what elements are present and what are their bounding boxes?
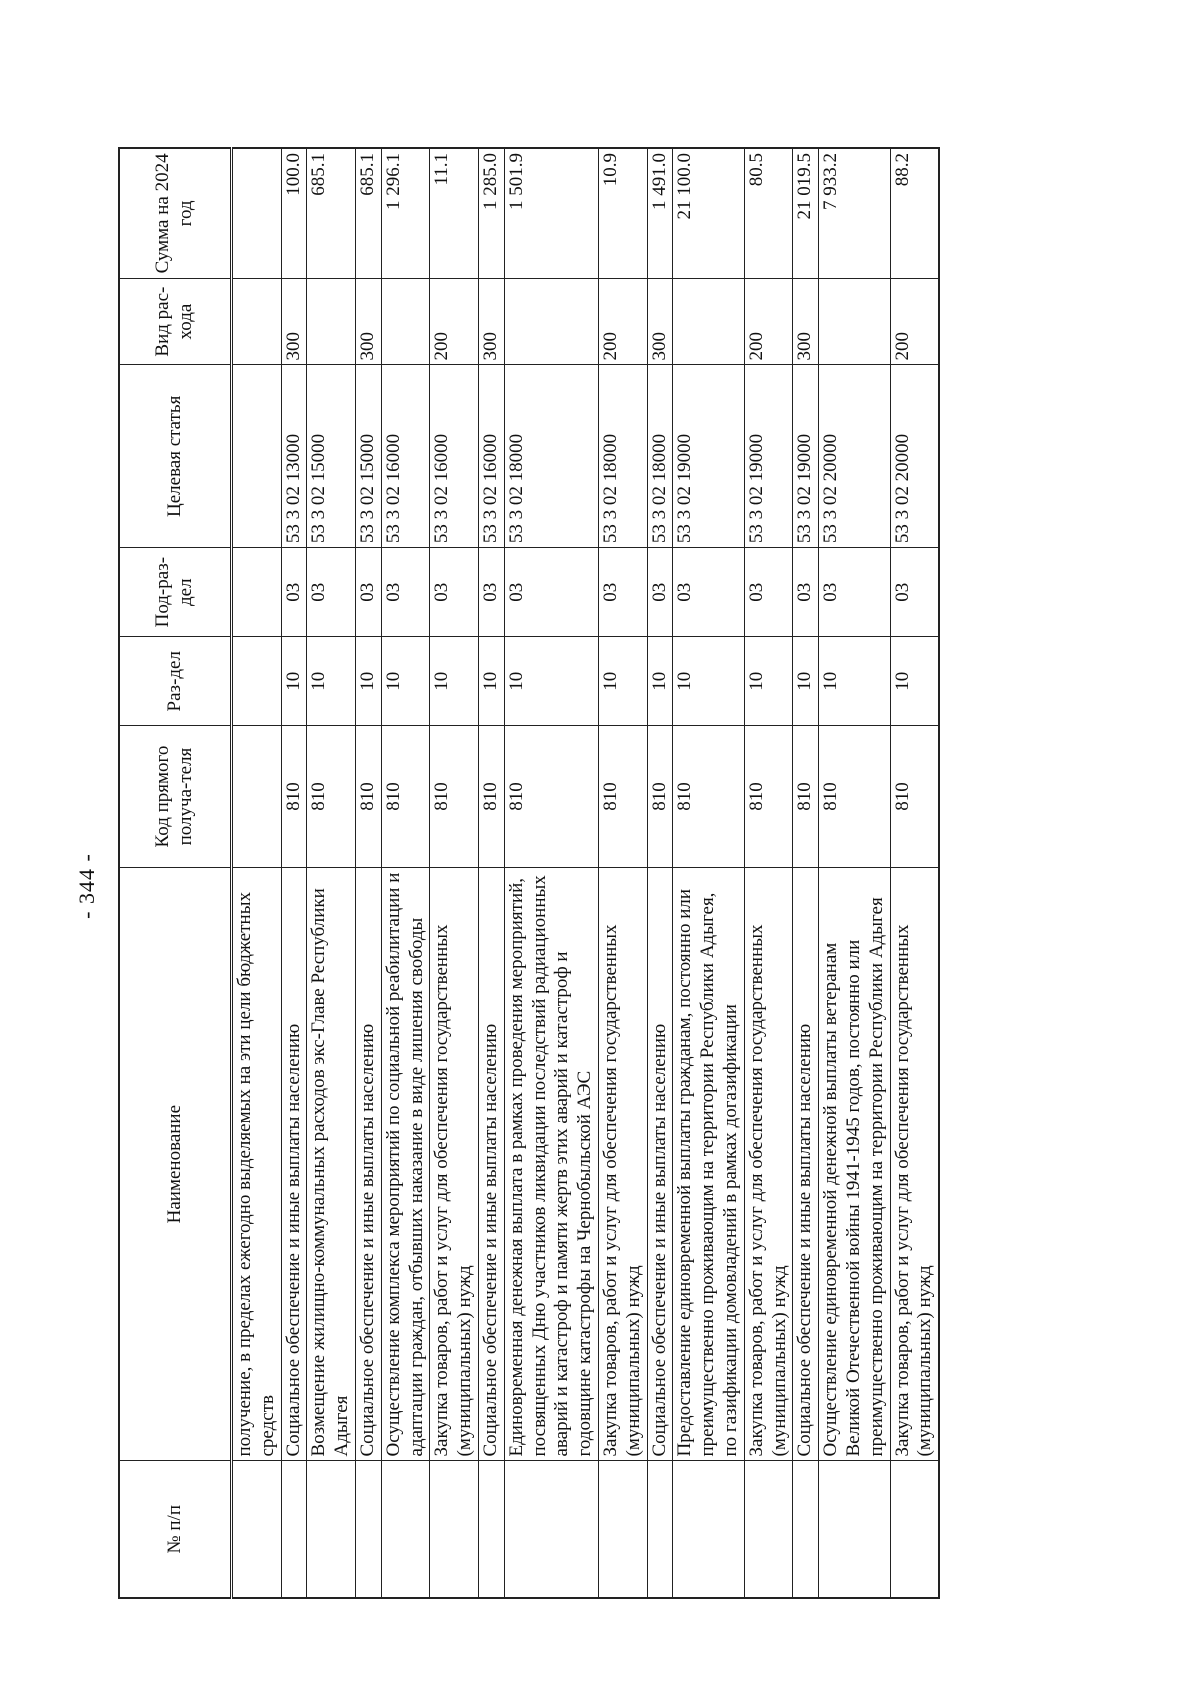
name-cell: Закупка товаров, работ и услуг для обеспечения государственных (муниципальных) нужд: [430, 867, 479, 1461]
section-cell: 10: [478, 637, 504, 726]
name-cell: Закупка товаров, работ и услуг для обеспечения государственных (муниципальных) нужд: [744, 867, 793, 1461]
recipient-code-cell: 810: [381, 726, 430, 868]
target-article-cell: 53 3 02 18000: [598, 365, 647, 548]
section-cell: 10: [381, 637, 430, 726]
target-article-cell: 53 3 02 18000: [504, 365, 598, 548]
row-number-cell: [744, 1461, 793, 1598]
recipient-code-cell: 810: [478, 726, 504, 868]
target-article-cell: 53 3 02 20000: [819, 365, 890, 548]
name-cell: Социальное обеспечение и иные выплаты населению: [478, 867, 504, 1461]
recipient-code-cell: 810: [673, 726, 744, 868]
expense-type-cell: [504, 278, 598, 365]
section-cell: 10: [819, 637, 890, 726]
target-article-cell: 53 3 02 19000: [744, 365, 793, 548]
subsection-cell: 03: [504, 548, 598, 637]
target-article-cell: 53 3 02 16000: [381, 365, 430, 548]
expense-type-cell: 300: [281, 278, 307, 365]
header-podrazdel: Под-раз-дел: [119, 548, 232, 637]
table-row: [355, 148, 381, 1598]
recipient-code-cell: 810: [744, 726, 793, 868]
row-number-cell: [504, 1461, 598, 1598]
section-cell: 10: [598, 637, 647, 726]
target-article-cell: 53 3 02 20000: [890, 365, 939, 548]
section-cell: 10: [647, 637, 673, 726]
section-cell: 10: [744, 637, 793, 726]
section-cell: 10: [504, 637, 598, 726]
section-cell: 10: [673, 637, 744, 726]
header-sum: Сумма на 2024 год: [119, 148, 232, 278]
expense-type-cell: [381, 278, 430, 365]
expense-type-cell: [307, 278, 356, 365]
table-body: [232, 148, 940, 1598]
target-article-cell: 53 3 02 18000: [647, 365, 673, 548]
target-article-cell: 53 3 02 16000: [478, 365, 504, 548]
name-cell: Осуществление единовременной денежной выплаты ветеранам Великой Отечественной войны 1941-1945 годов, постоянно или преимущественно проживающим на территории Республики Адыгея: [819, 867, 890, 1461]
target-article-cell: [232, 365, 282, 548]
row-number-cell: [890, 1461, 939, 1598]
amount-cell: 685.1: [307, 148, 356, 278]
row-number-cell: [307, 1461, 356, 1598]
expense-type-cell: [673, 278, 744, 365]
name-cell: Предоставление единовременной выплаты гражданам, постоянно или преимущественно проживающим на территории Республики Адыгея, по газификации домовладений в рамках догазификации: [673, 867, 744, 1461]
recipient-code-cell: 810: [819, 726, 890, 868]
recipient-code-cell: 810: [430, 726, 479, 868]
target-article-cell: 53 3 02 15000: [307, 365, 356, 548]
target-article-cell: 53 3 02 16000: [430, 365, 479, 548]
section-cell: 10: [890, 637, 939, 726]
recipient-code-cell: 810: [598, 726, 647, 868]
name-cell: Социальное обеспечение и иные выплаты населению: [281, 867, 307, 1461]
row-number-cell: [819, 1461, 890, 1598]
table-row: [793, 148, 819, 1598]
header-num: № п/п: [119, 1461, 232, 1598]
amount-cell: 21 100.0: [673, 148, 744, 278]
section-cell: 10: [430, 637, 479, 726]
recipient-code-cell: 810: [890, 726, 939, 868]
table-row: [232, 148, 282, 1598]
target-article-cell: 53 3 02 19000: [673, 365, 744, 548]
table-row: [744, 148, 793, 1598]
rotated-page: [0, 81, 1200, 1691]
amount-cell: 7 933.2: [819, 148, 890, 278]
table-row: [430, 148, 479, 1598]
name-cell: Возмещение жилищно-коммунальных расходов экс-Главе Республики Адыгея: [307, 867, 356, 1461]
section-cell: 10: [793, 637, 819, 726]
name-cell: Социальное обеспечение и иные выплаты населению: [355, 867, 381, 1461]
subsection-cell: 03: [744, 548, 793, 637]
row-number-cell: [673, 1461, 744, 1598]
name-cell: Закупка товаров, работ и услуг для обеспечения государственных (муниципальных) нужд: [890, 867, 939, 1461]
header-razdel: Раз-дел: [119, 637, 232, 726]
row-number-cell: [430, 1461, 479, 1598]
expense-type-cell: 300: [478, 278, 504, 365]
amount-cell: 21 019.5: [793, 148, 819, 278]
subsection-cell: 03: [355, 548, 381, 637]
subsection-cell: 03: [430, 548, 479, 637]
expense-type-cell: 300: [793, 278, 819, 365]
table-row: [307, 148, 356, 1598]
expense-type-cell: [819, 278, 890, 365]
section-cell: 10: [355, 637, 381, 726]
amount-cell: 11.1: [430, 148, 479, 278]
recipient-code-cell: [232, 726, 282, 868]
table-row: [504, 148, 598, 1598]
row-number-cell: [281, 1461, 307, 1598]
recipient-code-cell: 810: [355, 726, 381, 868]
expense-type-cell: 200: [744, 278, 793, 365]
row-number-cell: [793, 1461, 819, 1598]
table-row: [381, 148, 430, 1598]
name-cell: Социальное обеспечение и иные выплаты населению: [793, 867, 819, 1461]
subsection-cell: 03: [673, 548, 744, 637]
header-target: Целевая статья: [119, 365, 232, 548]
table-row: [819, 148, 890, 1598]
target-article-cell: 53 3 02 19000: [793, 365, 819, 548]
header-code: Код прямого получа-теля: [119, 726, 232, 868]
name-cell: Закупка товаров, работ и услуг для обеспечения государственных (муниципальных) нужд: [598, 867, 647, 1461]
recipient-code-cell: 810: [307, 726, 356, 868]
subsection-cell: 03: [793, 548, 819, 637]
row-number-cell: [598, 1461, 647, 1598]
amount-cell: 88.2: [890, 148, 939, 278]
name-cell: Осуществление комплекса мероприятий по социальной реабилитации и адаптации граждан, отбывших наказание в виде лишения свободы: [381, 867, 430, 1461]
subsection-cell: 03: [307, 548, 356, 637]
row-number-cell: [232, 1461, 282, 1598]
amount-cell: 685.1: [355, 148, 381, 278]
subsection-cell: 03: [381, 548, 430, 637]
expense-type-cell: 200: [890, 278, 939, 365]
recipient-code-cell: 810: [281, 726, 307, 868]
table-row: [598, 148, 647, 1598]
header-vid: Вид рас-хода: [119, 278, 232, 365]
amount-cell: 1 491.0: [647, 148, 673, 278]
table-row: [647, 148, 673, 1598]
expense-type-cell: 200: [430, 278, 479, 365]
amount-cell: 1 501.9: [504, 148, 598, 278]
amount-cell: 1 285.0: [478, 148, 504, 278]
recipient-code-cell: 810: [504, 726, 598, 868]
subsection-cell: 03: [890, 548, 939, 637]
section-cell: 10: [307, 637, 356, 726]
expense-type-cell: 300: [647, 278, 673, 365]
row-number-cell: [647, 1461, 673, 1598]
name-cell: Социальное обеспечение и иные выплаты населению: [647, 867, 673, 1461]
subsection-cell: 03: [598, 548, 647, 637]
amount-cell: 80.5: [744, 148, 793, 278]
expense-type-cell: 200: [598, 278, 647, 365]
target-article-cell: 53 3 02 13000: [281, 365, 307, 548]
amount-cell: [232, 148, 282, 278]
subsection-cell: 03: [819, 548, 890, 637]
name-cell: получение, в пределах ежегодно выделяемых на эти цели бюджетных средств: [232, 867, 282, 1461]
amount-cell: 1 296.1: [381, 148, 430, 278]
subsection-cell: [232, 548, 282, 637]
section-cell: [232, 637, 282, 726]
amount-cell: 100.0: [281, 148, 307, 278]
table-header: [119, 148, 232, 1598]
expense-type-cell: [232, 278, 282, 365]
table-row: [890, 148, 939, 1598]
subsection-cell: 03: [281, 548, 307, 637]
recipient-code-cell: 810: [647, 726, 673, 868]
row-number-cell: [478, 1461, 504, 1598]
table-row: [281, 148, 307, 1598]
table-row: [478, 148, 504, 1598]
page-number: - 344 -: [74, 853, 99, 919]
header-name: Наименование: [119, 867, 232, 1461]
row-number-cell: [355, 1461, 381, 1598]
recipient-code-cell: 810: [793, 726, 819, 868]
budget-table: [118, 147, 940, 1599]
amount-cell: 10.9: [598, 148, 647, 278]
subsection-cell: 03: [478, 548, 504, 637]
expense-type-cell: 300: [355, 278, 381, 365]
table-row: [673, 148, 744, 1598]
header-row: [119, 148, 232, 1598]
row-number-cell: [381, 1461, 430, 1598]
name-cell: Единовременная денежная выплата в рамках проведения мероприятий, посвященных Дню участников ликвидации последствий радиационных аварий и катастроф и памяти жертв этих аварий и катастроф и годовщине катастрофы на Чернобыльской АЭС: [504, 867, 598, 1461]
subsection-cell: 03: [647, 548, 673, 637]
target-article-cell: 53 3 02 15000: [355, 365, 381, 548]
section-cell: 10: [281, 637, 307, 726]
